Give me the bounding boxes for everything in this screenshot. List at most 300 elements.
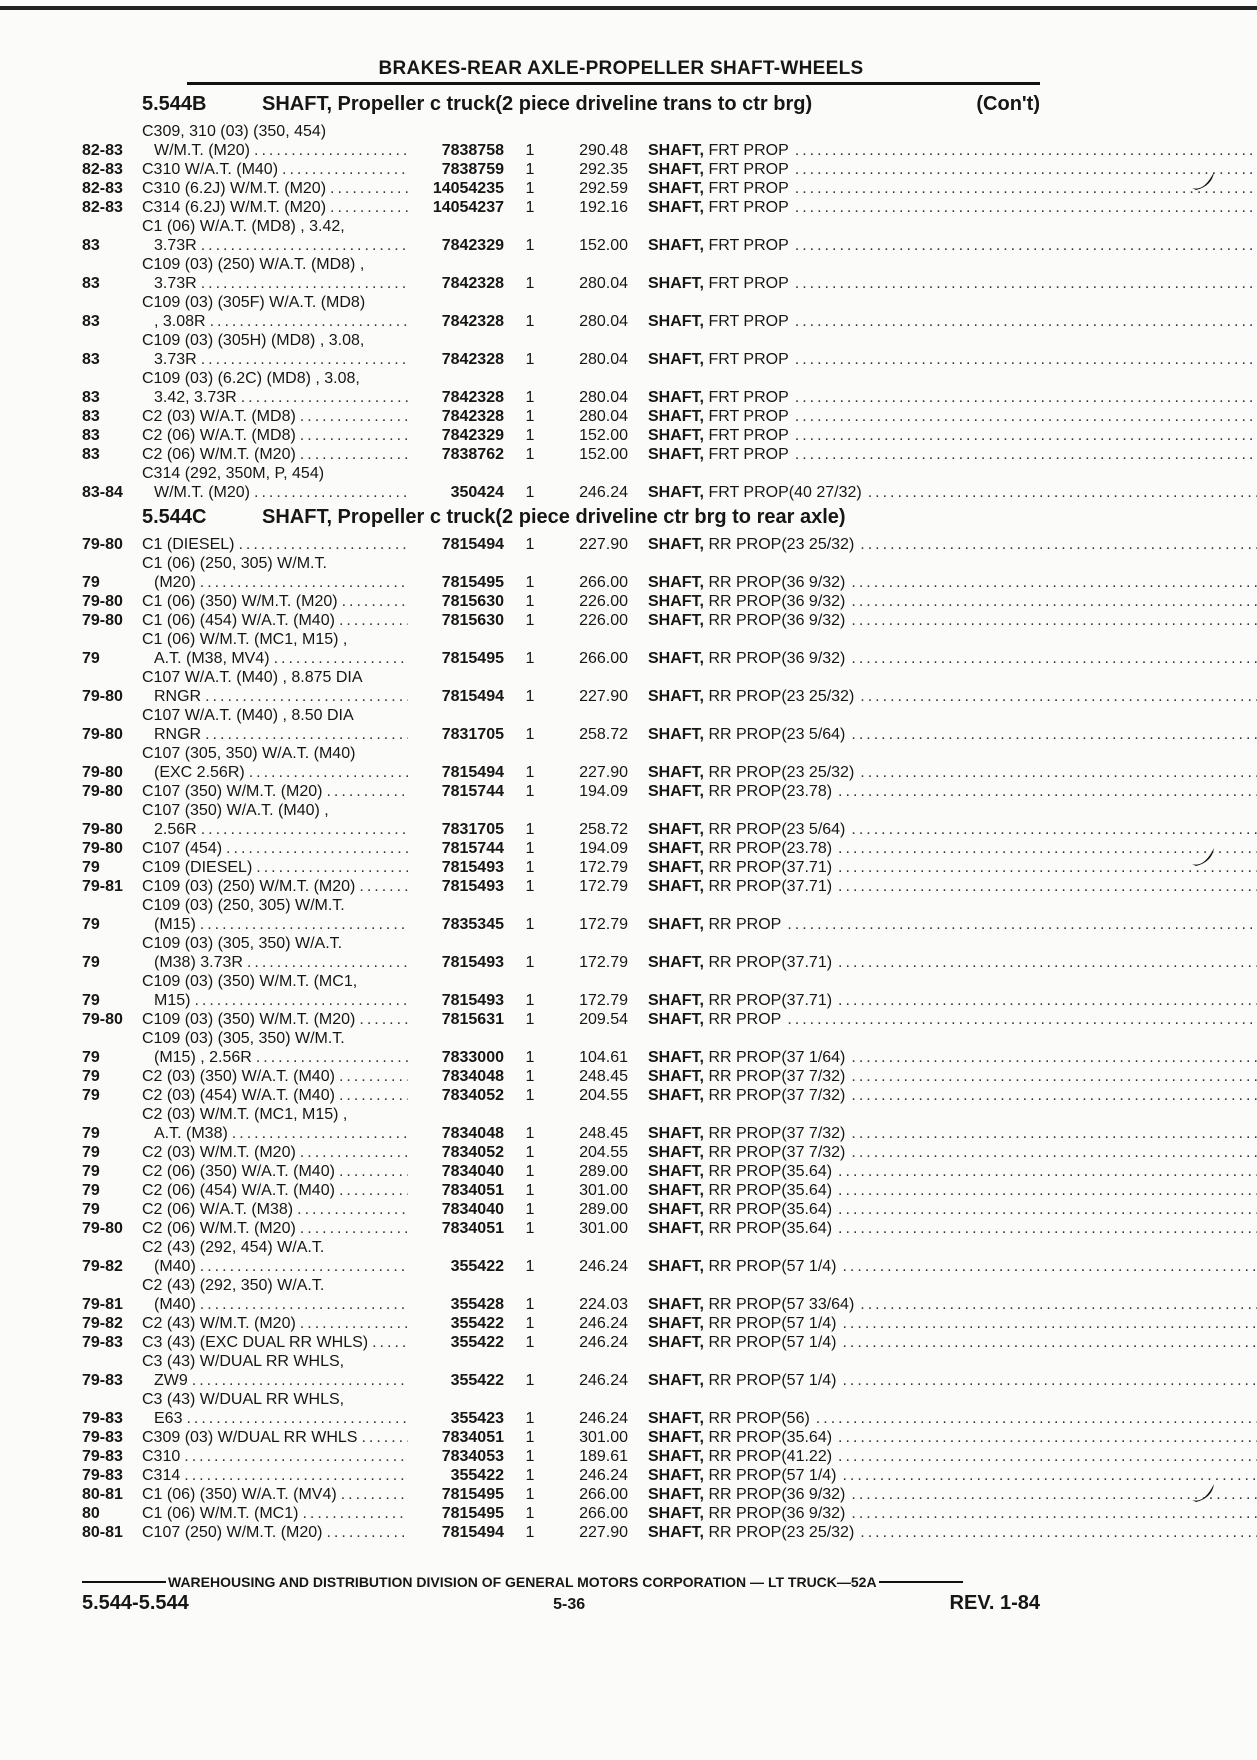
part-name-cell [628, 725, 1257, 744]
price: 246.24 [579, 1467, 628, 1484]
part-number: 7838762 [441, 446, 504, 463]
part-name: RR PROP(23 25/32) [704, 536, 855, 553]
part-name-bold: SHAFT, [648, 1125, 704, 1142]
model-years: 83 [82, 389, 100, 406]
application-cell [142, 255, 408, 293]
model-years: 79 [82, 954, 100, 971]
part-number: 355428 [450, 1296, 504, 1313]
application-text: C309 (03) W/DUAL RR WHLS ..... [142, 1428, 408, 1447]
application-text: C109 (03) (305H) (MD8) , 3.08, [142, 332, 365, 349]
part-name: RR PROP [704, 1011, 782, 1028]
table-row [82, 1086, 1040, 1105]
part-name: RR PROP(57 1/4) [704, 1334, 837, 1351]
quantity: 1 [525, 427, 535, 444]
footer-bottom [82, 1592, 1040, 1615]
part-name-bold: SHAFT, [648, 954, 704, 971]
quantity: 1 [525, 180, 535, 197]
price: 292.35 [579, 161, 628, 178]
part-name: FRT PROP [704, 142, 789, 159]
part-name: FRT PROP [704, 275, 789, 292]
binder-hole-mark-icon [1188, 1478, 1218, 1508]
model-years: 79 [82, 916, 100, 933]
quantity: 1 [525, 1182, 535, 1199]
quantity: 1 [525, 1524, 535, 1541]
application-text: C3 (43) W/DUAL RR WHLS, [142, 1353, 345, 1370]
application-text: C1 (06) (350) W/A.T. (MV4) ..... [142, 1485, 408, 1504]
part-number: 7838758 [441, 142, 504, 159]
part-name-bold: SHAFT, [648, 1372, 704, 1389]
application-text: C109 (03) (305, 350) W/A.T. [142, 935, 343, 952]
model-years: 83 [82, 237, 100, 254]
model-years: 82-83 [82, 180, 123, 197]
part-number: 7835345 [441, 916, 504, 933]
application-cell [142, 535, 408, 554]
part-name-cell [628, 877, 1257, 896]
footer-page-number: 5-36 [553, 1596, 586, 1613]
price: 172.79 [579, 992, 628, 1009]
part-number: 7842329 [441, 427, 504, 444]
part-name: RR PROP(35.64) [704, 1182, 833, 1199]
table-row [82, 1143, 1040, 1162]
part-name-cell [628, 1333, 1257, 1352]
application-text: C310 W/A.T. (M40) ..... [142, 160, 408, 179]
application-text: C2 (03) W/M.T. (MC1, M15) , [142, 1106, 348, 1123]
part-name: RR PROP(37.71) [704, 878, 833, 895]
quantity: 1 [525, 142, 535, 159]
application-text-cont: (M15) , 2.56R ..... [142, 1048, 408, 1067]
part-number: 7834040 [441, 1201, 504, 1218]
table-row [82, 1485, 1040, 1504]
price: 258.72 [579, 726, 628, 743]
part-name: RR PROP(23 25/32) [704, 764, 855, 781]
application-text-cont: 2.56R ..... [142, 820, 408, 839]
application-cell [142, 1390, 408, 1428]
binder-hole-mark-icon [1188, 166, 1218, 196]
application-text: C2 (03) (454) W/A.T. (M40) ..... [142, 1086, 408, 1105]
application-text-cont: (M40) ..... [142, 1295, 408, 1314]
part-name-bold: SHAFT, [648, 199, 704, 216]
part-name: RR PROP(36 9/32) [704, 593, 846, 610]
part-name-bold: SHAFT, [648, 1448, 704, 1465]
part-name-bold: SHAFT, [648, 1315, 704, 1332]
part-name-cell [628, 236, 1257, 255]
table-row [82, 198, 1040, 217]
part-name-cell [628, 611, 1257, 630]
part-name-bold: SHAFT, [648, 1201, 704, 1218]
price: 209.54 [579, 1011, 628, 1028]
part-name-bold: SHAFT, [648, 427, 704, 444]
part-number: 7815493 [441, 954, 504, 971]
section-continued: (Con't) [976, 93, 1040, 115]
table-row [82, 706, 1040, 744]
application-text: C109 (03) (350) W/M.T. (M20) ..... [142, 1010, 408, 1029]
application-cell [142, 554, 408, 592]
part-name: RR PROP(37 7/32) [704, 1125, 846, 1142]
application-cell [142, 782, 408, 801]
part-name-cell [628, 1067, 1257, 1086]
model-years: 79-82 [82, 1258, 123, 1275]
table-row [82, 630, 1040, 668]
model-years: 82-83 [82, 142, 123, 159]
quantity: 1 [525, 992, 535, 1009]
part-name: RR PROP(57 33/64) [704, 1296, 855, 1313]
quantity: 1 [525, 840, 535, 857]
part-number: 7815495 [441, 1486, 504, 1503]
price: 189.61 [579, 1448, 628, 1465]
table-row [82, 1314, 1040, 1333]
part-name: FRT PROP [704, 446, 789, 463]
application-text-cont: 3.73R ..... [142, 274, 408, 293]
part-name-cell [628, 1504, 1257, 1523]
application-text: C3 (43) W/DUAL RR WHLS, [142, 1391, 345, 1408]
price: 192.16 [579, 199, 628, 216]
application-text: C2 (43) (292, 350) W/A.T. [142, 1277, 325, 1294]
model-years: 80 [82, 1505, 100, 1522]
part-number: 7815631 [441, 1011, 504, 1028]
part-number: 7838759 [441, 161, 504, 178]
quantity: 1 [525, 593, 535, 610]
section-heading [142, 93, 1040, 116]
part-number: 7834048 [441, 1068, 504, 1085]
part-name: RR PROP(57 1/4) [704, 1467, 837, 1484]
model-years: 79 [82, 574, 100, 591]
part-name-bold: SHAFT, [648, 726, 704, 743]
part-name: RR PROP(57 1/4) [704, 1315, 837, 1332]
part-name: RR PROP(37 7/32) [704, 1068, 846, 1085]
application-text: C107 (350) W/A.T. (M40) , [142, 802, 329, 819]
part-name-bold: SHAFT, [648, 878, 704, 895]
part-name-bold: SHAFT, [648, 161, 704, 178]
part-name: FRT PROP [704, 237, 789, 254]
part-name-bold: SHAFT, [648, 1220, 704, 1237]
part-name-cell [628, 350, 1257, 369]
application-text-cont: 3.73R ..... [142, 350, 408, 369]
application-cell [142, 630, 408, 668]
model-years: 79-80 [82, 612, 123, 629]
price: 301.00 [579, 1429, 628, 1446]
application-cell [142, 122, 408, 160]
table-row [82, 1523, 1040, 1542]
part-number: 7834053 [441, 1448, 504, 1465]
model-years: 79 [82, 1049, 100, 1066]
part-number: 350424 [450, 484, 504, 501]
model-years: 79-81 [82, 1296, 123, 1313]
part-name: FRT PROP(40 27/32) [704, 484, 862, 501]
table-row [82, 1390, 1040, 1428]
table-row [82, 1428, 1040, 1447]
application-text: C2 (06) W/A.T. (MD8) ..... [142, 426, 408, 445]
part-name: RR PROP(36 9/32) [704, 650, 846, 667]
part-name-bold: SHAFT, [648, 351, 704, 368]
part-name-bold: SHAFT, [648, 840, 704, 857]
application-text: C2 (06) (350) W/A.T. (M40) ..... [142, 1162, 408, 1181]
model-years: 79-80 [82, 593, 123, 610]
part-name-cell [628, 535, 1257, 554]
part-name: RR PROP(37 1/64) [704, 1049, 846, 1066]
table-row [82, 668, 1040, 706]
part-name-bold: SHAFT, [648, 992, 704, 1009]
part-name: RR PROP(37.71) [704, 954, 833, 971]
price: 301.00 [579, 1220, 628, 1237]
application-cell [142, 179, 408, 198]
model-years: 79-80 [82, 840, 123, 857]
part-number: 7842329 [441, 237, 504, 254]
application-cell [142, 839, 408, 858]
quantity: 1 [525, 821, 535, 838]
part-number: 355422 [450, 1315, 504, 1332]
application-text: C310 (6.2J) W/M.T. (M20) ..... [142, 179, 408, 198]
part-name: RR PROP(36 9/32) [704, 1486, 846, 1503]
part-number: 7815493 [441, 878, 504, 895]
table-row [82, 1504, 1040, 1523]
footer-rule-left [82, 1581, 166, 1583]
application-text: C109 (03) (250) W/M.T. (M20) ..... [142, 877, 408, 896]
application-text: C107 (350) W/M.T. (M20) ..... [142, 782, 408, 801]
quantity: 1 [525, 408, 535, 425]
application-text-cont: RNGR ..... [142, 725, 408, 744]
price: 172.79 [579, 878, 628, 895]
part-number: 355422 [450, 1372, 504, 1389]
quantity: 1 [525, 1410, 535, 1427]
part-name-bold: SHAFT, [648, 142, 704, 159]
part-name-bold: SHAFT, [648, 764, 704, 781]
application-text: C2 (43) (292, 454) W/A.T. [142, 1239, 325, 1256]
part-name-bold: SHAFT, [648, 536, 704, 553]
part-number: 7842328 [441, 389, 504, 406]
model-years: 80-81 [82, 1524, 123, 1541]
part-name: RR PROP(23 25/32) [704, 688, 855, 705]
price: 227.90 [579, 764, 628, 781]
price: 152.00 [579, 237, 628, 254]
model-years: 79-83 [82, 1429, 123, 1446]
price: 152.00 [579, 427, 628, 444]
part-name: FRT PROP [704, 199, 789, 216]
quantity: 1 [525, 1049, 535, 1066]
part-name-cell [628, 1257, 1257, 1276]
part-name-cell [628, 687, 1257, 706]
quantity: 1 [525, 1315, 535, 1332]
part-name-cell [628, 991, 1257, 1010]
table-row [82, 1238, 1040, 1276]
part-name-cell [628, 1048, 1257, 1067]
price: 246.24 [579, 1258, 628, 1275]
application-text: C1 (06) W/A.T. (MD8) , 3.42, [142, 218, 345, 235]
section-title: SHAFT, Propeller c truck(2 piece driveline trans to ctr brg) [262, 93, 813, 115]
model-years: 79-80 [82, 726, 123, 743]
quantity: 1 [525, 161, 535, 178]
part-name-bold: SHAFT, [648, 688, 704, 705]
part-name-cell [628, 1219, 1257, 1238]
quantity: 1 [525, 1505, 535, 1522]
part-name-bold: SHAFT, [648, 1334, 704, 1351]
application-cell [142, 1314, 408, 1333]
application-cell [142, 1447, 408, 1466]
model-years: 79-83 [82, 1448, 123, 1465]
application-text: C109 (03) (250, 305) W/M.T. [142, 897, 345, 914]
part-name-bold: SHAFT, [648, 313, 704, 330]
table-row [82, 445, 1040, 464]
quantity: 1 [525, 1467, 535, 1484]
part-name-cell [628, 1371, 1257, 1390]
part-name-bold: SHAFT, [648, 446, 704, 463]
part-number: 7834052 [441, 1144, 504, 1161]
application-text: C109 (DIESEL) ..... [142, 858, 408, 877]
part-name-cell [628, 915, 1257, 934]
price: 227.90 [579, 536, 628, 553]
table-row [82, 611, 1040, 630]
part-number: 14054235 [432, 180, 504, 197]
part-name-cell [628, 141, 1257, 160]
application-text-cont: A.T. (M38) ..... [142, 1124, 408, 1143]
application-text: C2 (06) W/A.T. (M38) ..... [142, 1200, 408, 1219]
table-row [82, 160, 1040, 179]
price: 248.45 [579, 1068, 628, 1085]
part-number: 7834052 [441, 1087, 504, 1104]
application-text-cont: E63 ..... [142, 1409, 408, 1428]
price: 266.00 [579, 1505, 628, 1522]
price: 194.09 [579, 783, 628, 800]
part-name-cell [628, 407, 1257, 426]
model-years: 79-81 [82, 878, 123, 895]
table-row [82, 122, 1040, 160]
price: 280.04 [579, 275, 628, 292]
application-text: C107 W/A.T. (M40) , 8.50 DIA [142, 707, 354, 724]
quantity: 1 [525, 1220, 535, 1237]
part-name-cell [628, 274, 1257, 293]
quantity: 1 [525, 313, 535, 330]
part-number: 7831705 [441, 726, 504, 743]
section-heading [142, 506, 1040, 529]
part-number: 7815494 [441, 536, 504, 553]
application-text-cont: (EXC 2.56R) ..... [142, 763, 408, 782]
model-years: 79 [82, 859, 100, 876]
application-text: C310 ..... [142, 1447, 408, 1466]
table-row [82, 1447, 1040, 1466]
table-row [82, 179, 1040, 198]
part-name: RR PROP(37.71) [704, 859, 833, 876]
part-name-bold: SHAFT, [648, 1429, 704, 1446]
application-text: C1 (06) (250, 305) W/M.T. [142, 555, 327, 572]
part-name-bold: SHAFT, [648, 408, 704, 425]
model-years: 79-83 [82, 1334, 123, 1351]
quantity: 1 [525, 536, 535, 553]
application-cell [142, 1200, 408, 1219]
top-border-rule [0, 6, 1257, 10]
application-text: C107 (454) ..... [142, 839, 408, 858]
application-text-cont: ZW9 ..... [142, 1371, 408, 1390]
application-cell [142, 1523, 408, 1542]
table-row [82, 744, 1040, 782]
quantity: 1 [525, 1011, 535, 1028]
price: 246.24 [579, 1315, 628, 1332]
quantity: 1 [525, 954, 535, 971]
quantity: 1 [525, 1429, 535, 1446]
table-row [82, 426, 1040, 445]
part-name: RR PROP(37 7/32) [704, 1087, 846, 1104]
price: 266.00 [579, 574, 628, 591]
application-text: C107 (250) W/M.T. (M20) ..... [142, 1523, 408, 1542]
model-years: 79-83 [82, 1372, 123, 1389]
model-years: 79-80 [82, 688, 123, 705]
part-name-cell [628, 1295, 1257, 1314]
application-cell [142, 744, 408, 782]
part-name: RR PROP(56) [704, 1410, 810, 1427]
footer-page-range: 5.544-5.544 [82, 1592, 189, 1614]
footer-revision: REV. 1-84 [949, 1592, 1040, 1614]
part-name-bold: SHAFT, [648, 484, 704, 501]
table-row [82, 1029, 1040, 1067]
section-title: SHAFT, Propeller c truck(2 piece driveline ctr brg to rear axle) [262, 506, 846, 528]
price: 226.00 [579, 612, 628, 629]
application-text: C109 (03) (305F) W/A.T. (MD8) [142, 294, 366, 311]
part-name-bold: SHAFT, [648, 612, 704, 629]
part-name-cell [628, 858, 1257, 877]
part-name-cell [628, 179, 1257, 198]
price: 246.24 [579, 484, 628, 501]
part-number: 7834051 [441, 1220, 504, 1237]
table-row [82, 782, 1040, 801]
table-row [82, 217, 1040, 255]
application-cell [142, 1143, 408, 1162]
application-text: C314 (292, 350M, P, 454) [142, 465, 325, 482]
part-name-cell [628, 426, 1257, 445]
price: 246.24 [579, 1334, 628, 1351]
quantity: 1 [525, 1334, 535, 1351]
application-cell [142, 426, 408, 445]
part-name-bold: SHAFT, [648, 1049, 704, 1066]
parts-table [82, 535, 1040, 1542]
table-row [82, 934, 1040, 972]
part-name-cell [628, 445, 1257, 464]
application-text: C2 (03) (350) W/A.T. (M40) ..... [142, 1067, 408, 1086]
part-name-bold: SHAFT, [648, 574, 704, 591]
model-years: 83 [82, 313, 100, 330]
part-name-cell [628, 483, 1257, 502]
quantity: 1 [525, 859, 535, 876]
application-cell [142, 198, 408, 217]
table-row [82, 1010, 1040, 1029]
model-years: 83 [82, 446, 100, 463]
model-years: 79 [82, 1163, 100, 1180]
part-name-cell [628, 782, 1257, 801]
application-text: C2 (06) W/M.T. (M20) ..... [142, 445, 408, 464]
page-footer [82, 1574, 1040, 1615]
part-number: 7815494 [441, 688, 504, 705]
table-row [82, 801, 1040, 839]
model-years: 79-80 [82, 764, 123, 781]
price: 246.24 [579, 1410, 628, 1427]
part-name: RR PROP(23 5/64) [704, 726, 846, 743]
part-name-bold: SHAFT, [648, 1144, 704, 1161]
application-text: C107 W/A.T. (M40) , 8.875 DIA [142, 669, 363, 686]
part-name: FRT PROP [704, 427, 789, 444]
footer-rule-right [879, 1581, 963, 1583]
quantity: 1 [525, 612, 535, 629]
application-text: C2 (03) W/A.T. (MD8) ..... [142, 407, 408, 426]
part-name-cell [628, 649, 1257, 668]
part-number: 355423 [450, 1410, 504, 1427]
price: 301.00 [579, 1182, 628, 1199]
part-name-cell [628, 1466, 1257, 1485]
part-name-cell [628, 1162, 1257, 1181]
part-number: 14054237 [432, 199, 504, 216]
application-cell [142, 445, 408, 464]
table-row [82, 1067, 1040, 1086]
model-years: 83 [82, 275, 100, 292]
part-name-cell [628, 388, 1257, 407]
part-name-bold: SHAFT, [648, 237, 704, 254]
quantity: 1 [525, 1125, 535, 1142]
